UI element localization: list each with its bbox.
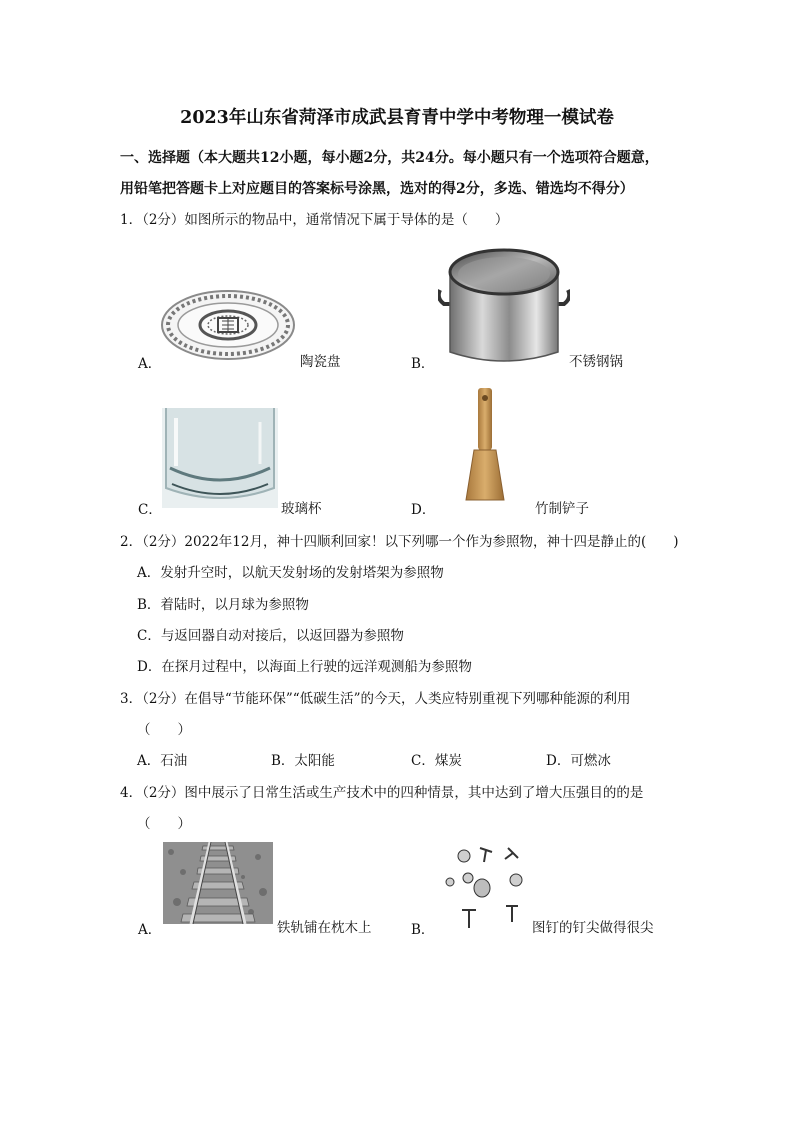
q1-option-b-label: 不锈钢锅 bbox=[569, 354, 623, 370]
section-heading-line2: 用铅笔把答题卡上对应题目的答案标号涂黑，选对的得2分，多选、错选均不得分） bbox=[120, 181, 634, 197]
question-3-stem: 3．（2分）在倡导“节能环保”“低碳生活”的今天，人类应特别重视下列哪种能源的利用 bbox=[120, 691, 631, 707]
q3-option-b: B．太阳能 bbox=[271, 753, 335, 769]
steel-pot-icon bbox=[438, 242, 570, 367]
section-heading-line1: 一、选择题（本大题共12小题，每小题2分，共24分。每小题只有一个选项符合题意， bbox=[120, 150, 659, 166]
q3-option-d: D．可燃冰 bbox=[546, 753, 611, 769]
q1-option-c-letter: C． bbox=[138, 502, 162, 518]
q2-option-c: C．与返回器自动对接后，以返回器为参照物 bbox=[137, 628, 404, 644]
question-4-paren: （ ） bbox=[137, 816, 191, 832]
q2-option-d: D．在探月过程中，以海面上行驶的远洋观测船为参照物 bbox=[137, 659, 472, 675]
bamboo-spatula-icon bbox=[460, 388, 510, 503]
q1-option-a-letter: A． bbox=[138, 356, 162, 372]
railway-track-icon bbox=[163, 842, 273, 924]
q3-option-a: A．石油 bbox=[137, 753, 188, 769]
q2-option-a: A．发射升空时，以航天发射场的发射塔架为参照物 bbox=[137, 565, 444, 581]
question-1-stem: 1．（2分）如图所示的物品中，通常情况下属于导体的是（ ） bbox=[120, 212, 509, 228]
q1-option-a-label: 陶瓷盘 bbox=[300, 354, 341, 370]
thumbtacks-icon bbox=[440, 842, 530, 932]
q1-option-b-letter: B． bbox=[411, 356, 435, 372]
q1-option-d-letter: D． bbox=[411, 502, 436, 518]
page-title: 2023年山东省菏泽市成武县育青中学中考物理一模试卷 bbox=[180, 108, 614, 128]
question-4-stem: 4．（2分）图中展示了日常生活或生产技术中的四种情景，其中达到了增大压强目的的是 bbox=[120, 785, 644, 801]
q2-option-b: B．着陆时，以月球为参照物 bbox=[137, 597, 309, 613]
q4-option-a-label: 铁轨铺在枕木上 bbox=[277, 920, 372, 936]
q1-option-d-label: 竹制铲子 bbox=[535, 501, 589, 517]
q4-option-b-label: 图钉的钉尖做得很尖 bbox=[532, 920, 654, 936]
q4-option-a-letter: A． bbox=[138, 922, 162, 938]
q1-option-c-label: 玻璃杯 bbox=[281, 501, 322, 517]
q4-option-b-letter: B． bbox=[411, 922, 435, 938]
glass-cup-icon bbox=[162, 408, 278, 508]
ceramic-plate-icon bbox=[160, 285, 296, 365]
q3-option-c: C．煤炭 bbox=[411, 753, 462, 769]
question-2-stem: 2．（2分）2022年12月，神十四顺利回家！以下列哪一个作为参照物，神十四是静止的( ) bbox=[120, 534, 679, 550]
question-3-paren: （ ） bbox=[137, 722, 191, 738]
